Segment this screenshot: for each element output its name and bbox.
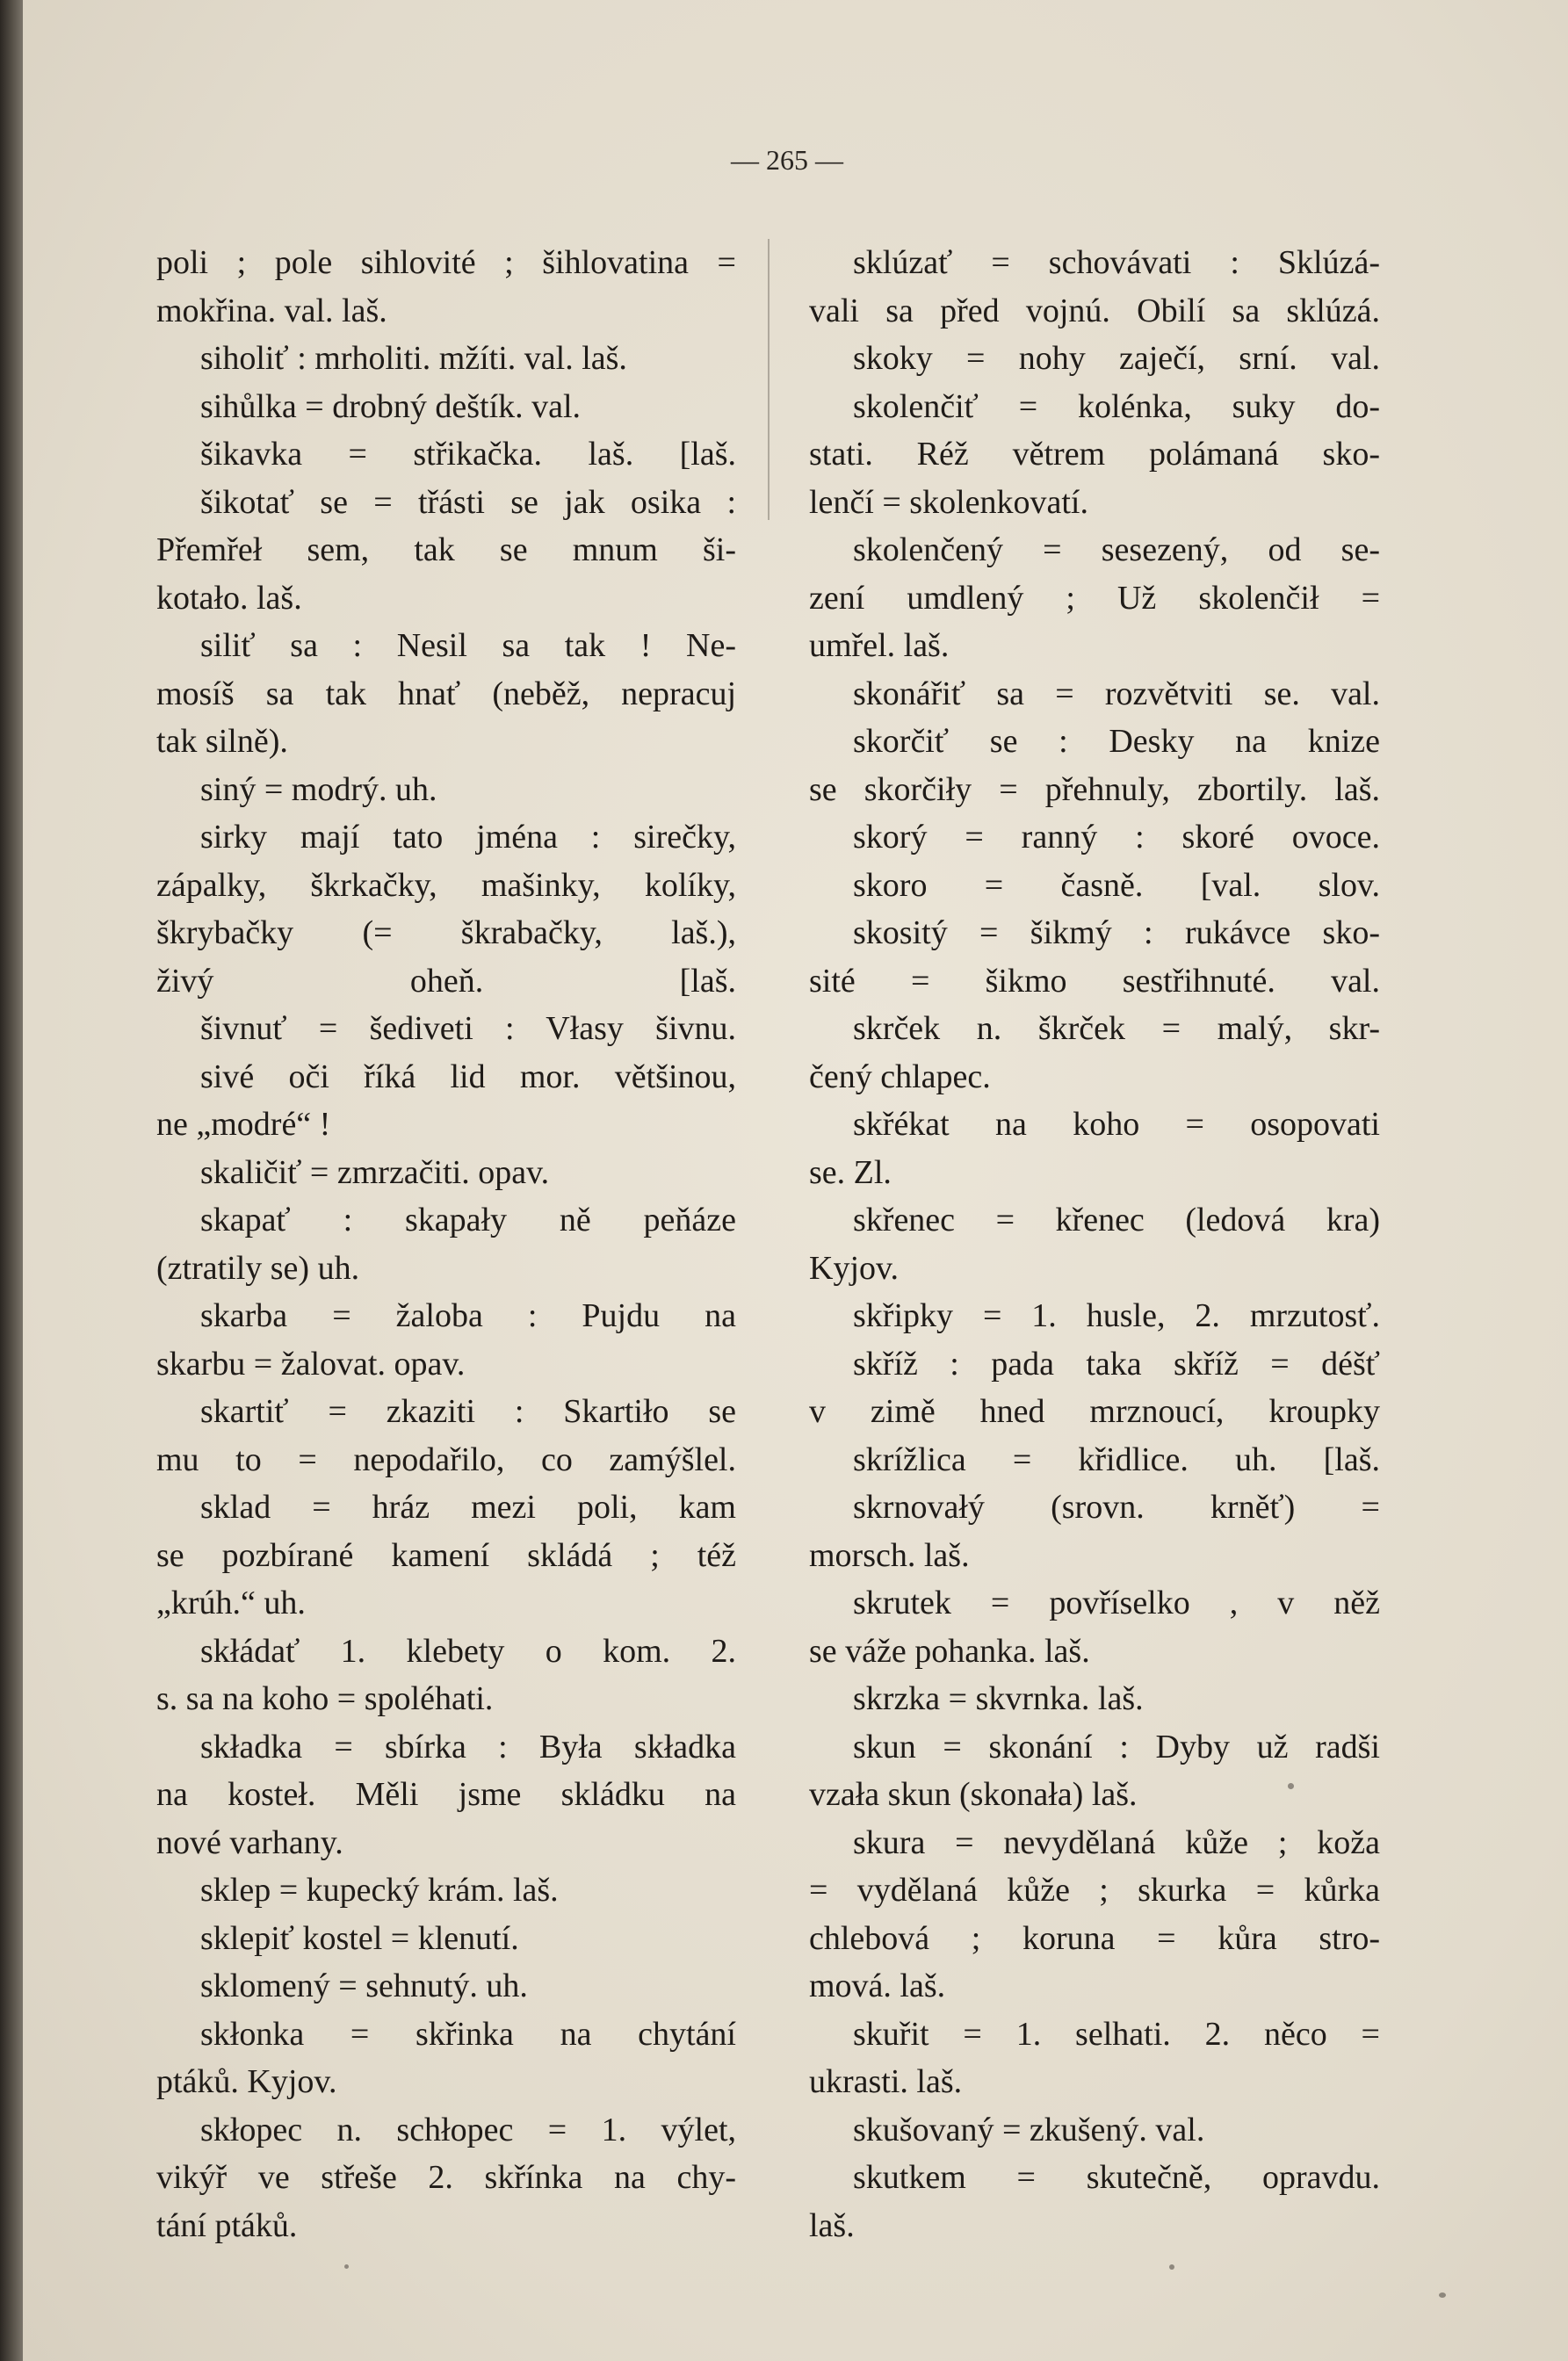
- dictionary-line: siliť sa : Nesil sa tak ! Ne-: [200, 627, 736, 664]
- dictionary-line: Kyjov.: [809, 1249, 900, 1287]
- dictionary-line: ne „modré“ !: [156, 1106, 331, 1143]
- book-page: [23, 0, 1568, 2361]
- dictionary-line: skartiť = zkaziti : Skartiło se: [200, 1393, 736, 1430]
- dictionary-line: skarba = žaloba : Pujdu na: [200, 1297, 736, 1334]
- dictionary-line: skaličiť = zmrzačiti. opav.: [200, 1153, 550, 1191]
- dictionary-line: skrutek = povříselko , v něž: [853, 1585, 1380, 1621]
- dictionary-line: poli ; pole sihlovité ; šihlovatina =: [156, 244, 736, 281]
- dictionary-line: mosíš sa tak hnať (neběž, nepracuj: [156, 675, 736, 712]
- dictionary-line: vali sa před vojnú. Obilí sa sklúzá.: [809, 292, 1380, 329]
- paper-speck: [1439, 2292, 1446, 2298]
- dictionary-line: skrček n. škrček = malý, skr-: [853, 1010, 1380, 1047]
- dictionary-line: lenčí = skolenkovatí.: [809, 483, 1088, 521]
- dictionary-line: skonářiť sa = rozvětviti se. val.: [853, 675, 1380, 712]
- dictionary-line: sklúzať = schovávati : Sklúzá-: [853, 244, 1380, 281]
- dictionary-line: skrížlica = křidlice. uh. [laš.: [853, 1440, 1380, 1478]
- dictionary-line: vzała skun (skonała) laš.: [809, 1776, 1138, 1813]
- dictionary-line: skun = skonání : Dyby už radši: [853, 1728, 1380, 1765]
- dictionary-line: skositý = šikmý : rukávce sko-: [853, 914, 1380, 951]
- dictionary-line: šikotať se = třásti se jak osika :: [200, 483, 736, 521]
- dictionary-line: skoro = časně. [val. slov.: [853, 866, 1380, 904]
- dictionary-line: sihůlka = drobný deštík. val.: [200, 387, 582, 425]
- dictionary-line: se váže pohanka. laš.: [809, 1632, 1090, 1670]
- dictionary-line: Přemřeł sem, tak se mnum ši-: [156, 531, 736, 568]
- column-divider: [768, 239, 770, 520]
- dictionary-line: kotało. laš.: [156, 579, 302, 617]
- book-binding-edge: [0, 0, 23, 2361]
- dictionary-line: ukrasti. laš.: [809, 2063, 963, 2100]
- dictionary-line: ptáků. Kyjov.: [156, 2063, 337, 2100]
- dictionary-line: siný = modrý. uh.: [200, 770, 437, 808]
- paper-speck: [344, 2264, 349, 2269]
- paper-speck: [1288, 1783, 1294, 1789]
- dictionary-line: šikavka = střikačka. laš. [laš.: [200, 436, 736, 473]
- dictionary-line: skoky = nohy zaječí, srní. val.: [853, 340, 1380, 377]
- dictionary-line: skřipky = 1. husle, 2. mrzutosť.: [853, 1297, 1380, 1334]
- dictionary-line: tak silně).: [156, 723, 288, 760]
- page-number: — 265 —: [731, 144, 843, 176]
- dictionary-line: = vydělaná kůže ; skurka = kůrka: [809, 1872, 1380, 1909]
- dictionary-line: šivnuť = šediveti : Vłasy šivnu.: [200, 1010, 736, 1047]
- dictionary-line: mu to = nepodařilo, co zamýšlel.: [156, 1440, 736, 1478]
- dictionary-line: tání ptáků.: [156, 2206, 298, 2244]
- dictionary-line: škrybačky (= škrabačky, laš.),: [156, 914, 736, 951]
- dictionary-line: s. sa na koho = spoléhati.: [156, 1680, 494, 1717]
- dictionary-line: sivé oči říká lid mor. většinou,: [200, 1058, 736, 1095]
- dictionary-line: sklomený = sehnutý. uh.: [200, 1968, 528, 2004]
- dictionary-line: skolenčiť = kolénka, suky do-: [853, 387, 1380, 425]
- dictionary-line: skura = nevydělaná kůže ; koža: [853, 1823, 1380, 1861]
- dictionary-line: skřenec = křenec (ledová kra): [853, 1202, 1380, 1238]
- dictionary-line: skłádať 1. klebety o kom. 2.: [200, 1632, 736, 1670]
- dictionary-line: na kosteł. Měli jsme skládku na: [156, 1776, 736, 1813]
- dictionary-line: skrnovałý (srovn. krněť) =: [853, 1489, 1380, 1526]
- dictionary-line: se pozbírané kamení skládá ; též: [156, 1536, 736, 1574]
- dictionary-line: mokřina. val. laš.: [156, 292, 387, 329]
- dictionary-line: vikýř ve střeše 2. skřínka na chy-: [156, 2159, 736, 2196]
- left-column: [156, 239, 736, 2249]
- dictionary-line: laš.: [809, 2206, 855, 2244]
- dictionary-line: skutkem = skutečně, opravdu.: [853, 2159, 1380, 2196]
- dictionary-line: nové varhany.: [156, 1823, 343, 1861]
- dictionary-line: skapať : skapały ně peňáze: [200, 1202, 736, 1238]
- dictionary-line: chlebová ; koruna = kůra stro-: [809, 1919, 1380, 1957]
- dictionary-line: skolenčený = sesezený, od se-: [853, 531, 1380, 568]
- dictionary-line: morsch. laš.: [809, 1536, 970, 1574]
- dictionary-line: skušovaný = zkušený. val.: [853, 2111, 1205, 2148]
- dictionary-line: „krúh.“ uh.: [156, 1585, 306, 1621]
- dictionary-line: živý oheň. [laš.: [156, 962, 736, 1000]
- right-column: [809, 239, 1380, 2249]
- dictionary-line: sklep = kupecký krám. laš.: [200, 1872, 559, 1909]
- dictionary-line: zení umdlený ; Už skolenčił =: [809, 579, 1380, 617]
- dictionary-line: stati. Réž větrem polámaná sko-: [809, 436, 1380, 473]
- dictionary-line: składka = sbírka : Była składka: [200, 1728, 736, 1765]
- dictionary-line: mová. laš.: [809, 1968, 946, 2004]
- dictionary-line: umřel. laš.: [809, 627, 950, 664]
- dictionary-line: skorý = ranný : skoré ovoce.: [853, 819, 1380, 856]
- dictionary-line: sklepiť kostel = klenutí.: [200, 1919, 519, 1957]
- paper-speck: [1169, 2264, 1174, 2270]
- dictionary-line: se. Zl.: [809, 1153, 892, 1191]
- dictionary-line: skříž : pada taka skříž = déšť: [853, 1345, 1380, 1383]
- dictionary-line: sklad = hráz mezi poli, kam: [200, 1489, 736, 1526]
- dictionary-line: skorčiť se : Desky na knize: [853, 723, 1380, 760]
- dictionary-line: sité = šikmo sestřihnuté. val.: [809, 962, 1380, 1000]
- dictionary-line: skuřit = 1. selhati. 2. něco =: [853, 2015, 1380, 2053]
- dictionary-line: skarbu = žalovat. opav.: [156, 1345, 466, 1383]
- dictionary-line: v zimě hned mrznoucí, kroupky: [809, 1393, 1380, 1430]
- dictionary-line: čený chlapec.: [809, 1058, 991, 1095]
- dictionary-line: se skorčiły = přehnuly, zbortily. laš.: [809, 770, 1380, 808]
- dictionary-line: skrzka = skvrnka. laš.: [853, 1680, 1144, 1717]
- dictionary-line: (ztratily se) uh.: [156, 1249, 360, 1287]
- dictionary-line: skřékat na koho = osopovati: [853, 1106, 1380, 1143]
- dictionary-line: zápalky, škrkačky, mašinky, kolíky,: [156, 866, 736, 904]
- dictionary-line: skłonka = skřinka na chytání: [200, 2015, 736, 2053]
- dictionary-line: sirky mají tato jména : sirečky,: [200, 819, 736, 856]
- dictionary-line: skłopec n. schłopec = 1. výlet,: [200, 2111, 736, 2148]
- dictionary-line: siholiť : mrholiti. mžíti. val. laš.: [200, 340, 627, 377]
